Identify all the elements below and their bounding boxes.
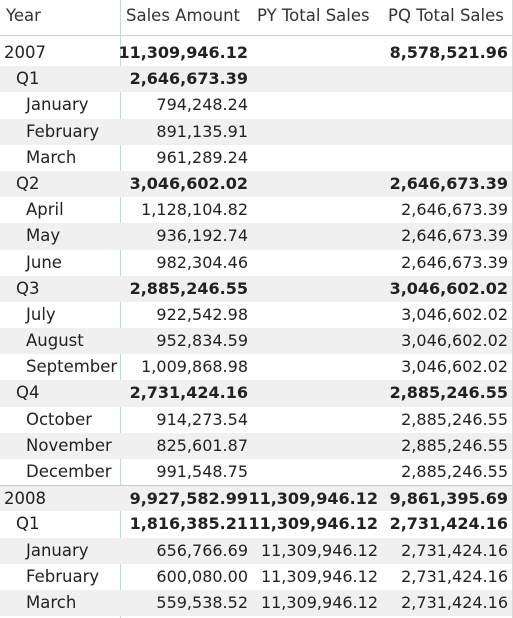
row-label: February — [26, 121, 100, 141]
py-total-sales-cell: 11,309,946.12 — [260, 566, 378, 586]
sales-amount-cell: 11,309,946.12 — [118, 43, 248, 62]
sales-amount-cell: 559,538.52 — [156, 592, 248, 612]
row-label: May — [26, 226, 61, 246]
quarter-row[interactable] — [0, 66, 512, 92]
pq-total-sales-cell: 2,885,246.55 — [401, 435, 508, 455]
pq-total-sales-cell: 2,885,246.55 — [389, 383, 508, 403]
quarter-row[interactable] — [0, 511, 512, 537]
pq-total-sales-cell: 2,646,673.39 — [401, 200, 508, 220]
row-label: January — [26, 95, 89, 115]
py-total-sales-cell: 11,309,946.12 — [260, 540, 378, 560]
sales-amount-cell: 1,009,868.98 — [141, 357, 248, 377]
sales-amount-cell: 2,885,246.55 — [129, 278, 248, 298]
row-label: December — [26, 462, 112, 481]
pq-total-sales-cell: 2,646,673.39 — [401, 252, 508, 272]
pq-total-sales-cell: 2,731,424.16 — [401, 592, 508, 612]
row-label: August — [26, 331, 84, 351]
row-label: June — [26, 252, 62, 272]
pq-total-sales-cell: 2,731,424.16 — [401, 566, 508, 586]
quarter-row[interactable] — [0, 276, 512, 302]
row-label: 2007 — [4, 43, 46, 62]
pq-total-sales-cell: 9,861,395.69 — [389, 489, 508, 509]
pq-total-sales-cell: 2,731,424.16 — [389, 514, 508, 534]
quarter-row[interactable] — [0, 380, 512, 406]
month-row[interactable] — [0, 590, 512, 616]
matrix-body — [0, 40, 512, 616]
year-row[interactable] — [0, 485, 512, 511]
pq-total-sales-cell: 2,885,246.55 — [401, 409, 508, 429]
sales-amount-cell: 2,646,673.39 — [129, 69, 248, 89]
quarter-row[interactable] — [0, 171, 512, 197]
month-row[interactable] — [0, 119, 512, 145]
sales-amount-cell: 961,289.24 — [156, 147, 248, 167]
sales-amount-cell: 1,816,385.21 — [129, 514, 248, 534]
row-label: Q1 — [16, 514, 40, 534]
row-label: February — [26, 566, 100, 586]
sales-amount-cell: 891,135.91 — [156, 121, 248, 141]
sales-amount-cell: 991,548.75 — [156, 462, 248, 481]
month-row[interactable] — [0, 433, 512, 459]
header-py-total-sales[interactable]: PY Total Sales — [257, 6, 370, 25]
row-label: Q4 — [16, 383, 40, 403]
month-row[interactable] — [0, 197, 512, 223]
row-label: January — [26, 540, 89, 560]
year-row[interactable] — [0, 40, 512, 66]
sales-amount-cell: 794,248.24 — [156, 95, 248, 115]
header-pq-total-sales[interactable]: PQ Total Sales — [388, 6, 504, 25]
month-row[interactable] — [0, 459, 512, 485]
py-total-sales-cell: 11,309,946.12 — [248, 514, 378, 534]
header-sales-amount[interactable]: Sales Amount — [126, 6, 241, 25]
month-row[interactable] — [0, 538, 512, 564]
pq-total-sales-cell: 2,731,424.16 — [401, 540, 508, 560]
sales-amount-cell: 9,927,582.99 — [129, 489, 248, 509]
pq-total-sales-cell: 2,646,673.39 — [401, 226, 508, 246]
sales-amount-cell: 1,128,104.82 — [141, 200, 248, 220]
sales-amount-cell: 952,834.59 — [156, 331, 248, 351]
sales-amount-cell: 922,542.98 — [156, 304, 248, 324]
sales-amount-cell: 982,304.46 — [156, 252, 248, 272]
pq-total-sales-cell: 3,046,602.02 — [401, 331, 508, 351]
sales-amount-cell: 2,731,424.16 — [129, 383, 248, 403]
sales-amount-cell: 825,601.87 — [156, 435, 248, 455]
row-label: 2008 — [4, 489, 46, 509]
month-row[interactable] — [0, 564, 512, 590]
row-label: March — [26, 592, 77, 612]
row-label: Q2 — [16, 173, 40, 193]
sales-amount-cell: 914,273.54 — [156, 409, 248, 429]
sales-amount-cell: 600,080.00 — [156, 566, 248, 586]
pq-total-sales-cell: 3,046,602.02 — [401, 304, 508, 324]
row-label: Q1 — [16, 69, 40, 89]
pq-total-sales-cell: 3,046,602.02 — [389, 278, 508, 298]
py-total-sales-cell: 11,309,946.12 — [248, 489, 378, 509]
sales-amount-cell: 3,046,602.02 — [129, 173, 248, 193]
pq-total-sales-cell: 2,646,673.39 — [389, 173, 508, 193]
column-header-row — [0, 0, 512, 36]
row-label: July — [26, 304, 56, 324]
pq-total-sales-cell: 2,885,246.55 — [401, 462, 508, 481]
month-row[interactable] — [0, 92, 512, 118]
header-year[interactable]: Year — [6, 6, 41, 25]
pq-total-sales-cell: 8,578,521.96 — [389, 43, 508, 62]
month-row[interactable] — [0, 407, 512, 433]
row-label: Q3 — [16, 278, 40, 298]
row-label: November — [26, 435, 112, 455]
row-label: September — [26, 357, 118, 377]
month-row[interactable] — [0, 302, 512, 328]
sales-amount-cell: 656,766.69 — [156, 540, 248, 560]
month-row[interactable] — [0, 328, 512, 354]
month-row[interactable] — [0, 223, 512, 249]
month-row[interactable] — [0, 145, 512, 171]
row-label: October — [26, 409, 93, 429]
row-label: March — [26, 147, 77, 167]
month-row[interactable] — [0, 354, 512, 380]
row-label: April — [26, 200, 64, 220]
month-row[interactable] — [0, 250, 512, 276]
py-total-sales-cell: 11,309,946.12 — [260, 592, 378, 612]
sales-amount-cell: 936,192.74 — [156, 226, 248, 246]
pq-total-sales-cell: 3,046,602.02 — [401, 357, 508, 377]
